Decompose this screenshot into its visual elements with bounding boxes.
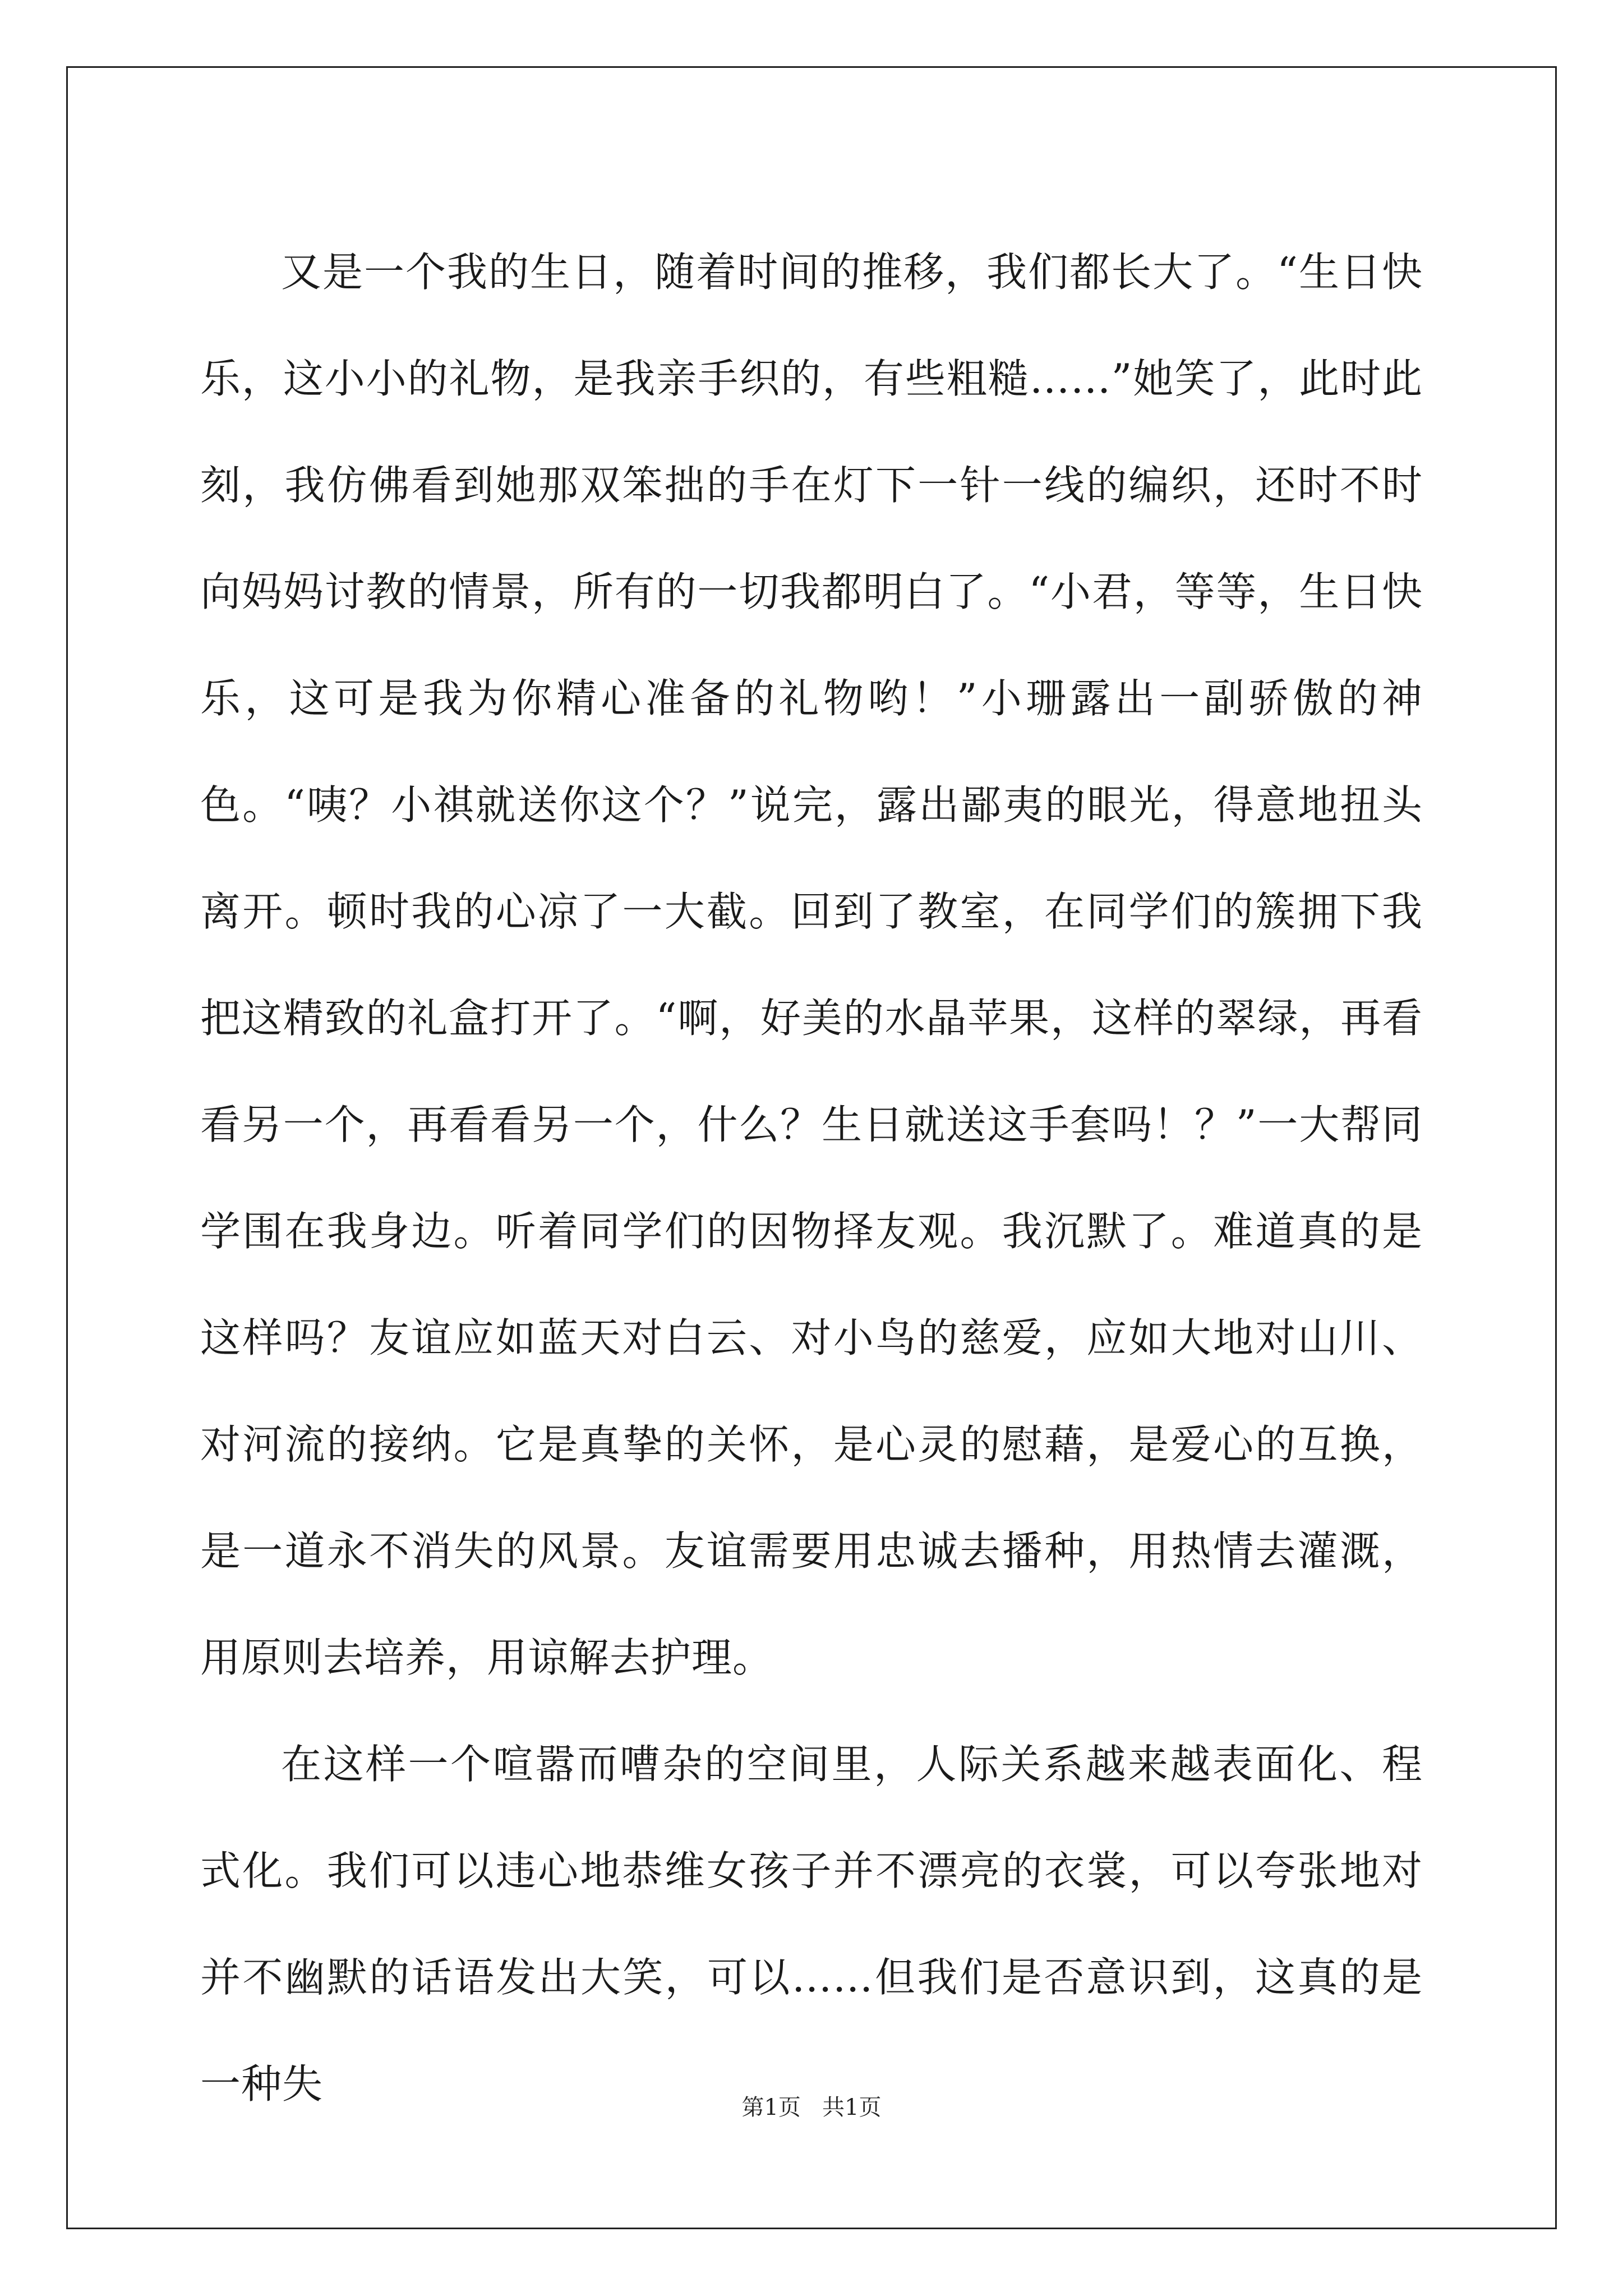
paragraph-1: 又是一个我的生日，随着时间的推移，我们都长大了。“生日快乐，这小小的礼物，是我亲手织的，有些粗糙……”她笑了，此时此刻，我仿佛看到她那双笨拙的手在灯下一针一线的编织，还时不时向妈妈讨教的情景，所有的一切我都明白了。“小君，等等，生日快乐，这可是我为你精心准备的礼物哟！”小珊露出一副骄傲的神色。“咦？小祺就送你这个？”说完，露出鄙夷的眼光，得意地扭头离开。顿时我的心凉了一大截。回到了教室，在同学们的簇拥下我把这精致的礼盒打开了。“啊，好美的水晶苹果，这样的翠绿，再看看另一个，再看看另一个，什么？生日就送这手套吗！？”一大帮同学围在我身边。听着同学们的因物择友观。我沉默了。难道真的是这样吗？友谊应如蓝天对白云、对小鸟的慈爱，应如大地对山川、对河流的接纳。它是真挚的关怀，是心灵的慰藉，是爱心的互换，是一道永不消失的风景。友谊需要用忠诚去播种，用热情去灌溉，用原则去培养，用谅解去护理。	[200, 249, 1423, 1681]
document-body	[200, 219, 1423, 2137]
page-number-footer: 第1页 共1页	[741, 2095, 882, 2120]
paragraph-2: 在这样一个喧嚣而嘈杂的空间里，人际关系越来越表面化、程式化。我们可以违心地恭维女孩子并不漂亮的衣裳，可以夸张地对并不幽默的话语发出大笑，可以……但我们是否意识到，这真的是一种失	[200, 1741, 1423, 2108]
